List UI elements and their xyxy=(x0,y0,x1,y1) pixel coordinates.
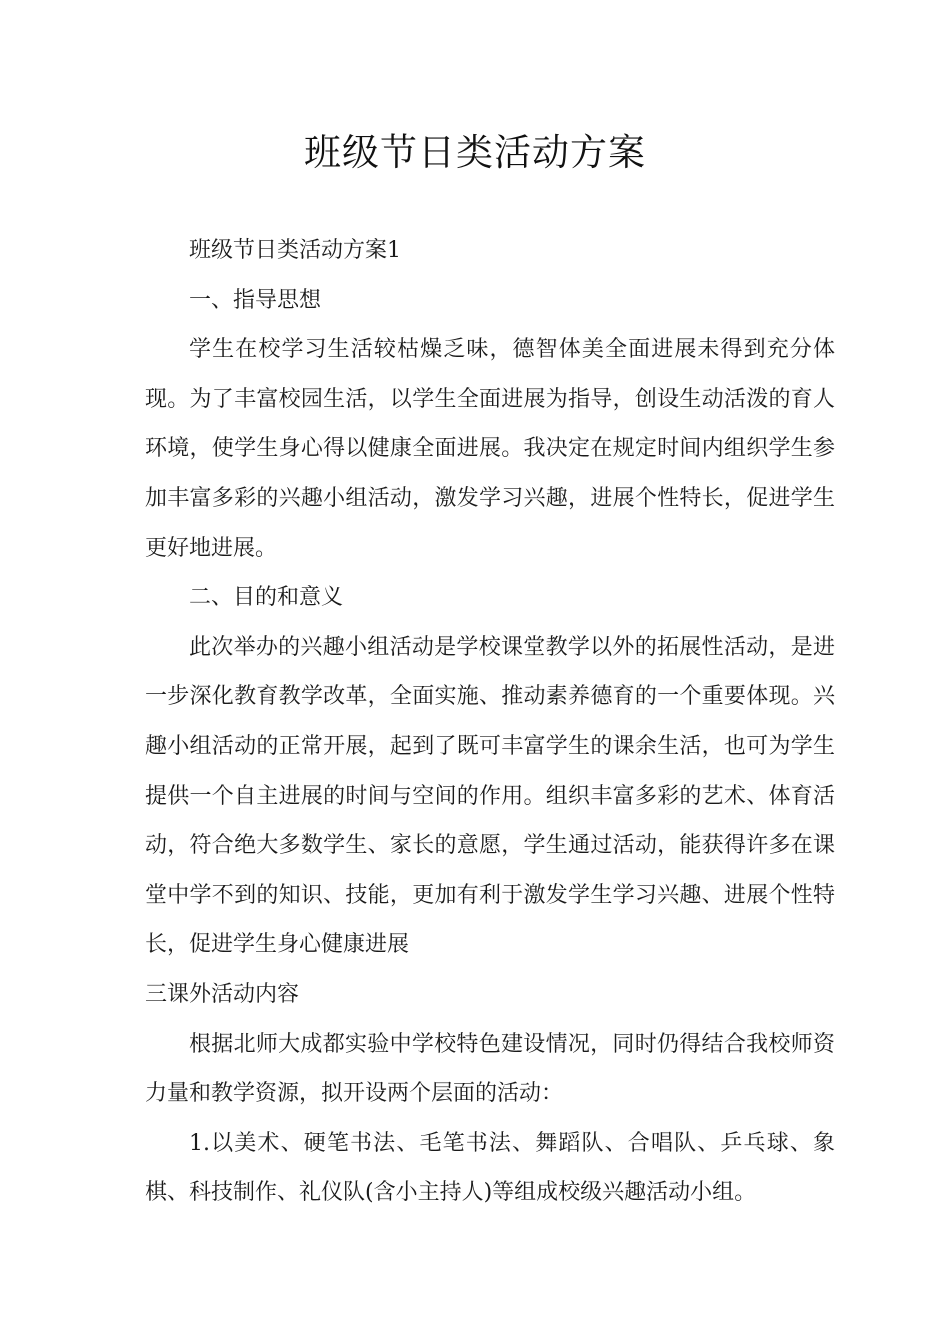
section-heading-purpose: 二、目的和意义 xyxy=(189,585,344,611)
document-title: 班级节日类活动方案 xyxy=(304,131,646,174)
list-item-school-groups: 1.以美术、硬笔书法、毛笔书法、舞蹈队、合唱队、乒乓球、象棋、科技制作、礼仪队(含小主持人)等组成校级兴趣活动小组。 xyxy=(145,1130,835,1206)
document-subtitle: 班级节日类活动方案1 xyxy=(189,238,401,263)
document-body xyxy=(145,226,835,1218)
paragraph-purpose: 此次举办的兴趣小组活动是学校课堂教学以外的拓展性活动，是进一步深化教育教学改革，全面实施、推动素养德育的一个重要体现。兴趣小组活动的正常开展，起到了既可丰富学生的课余生活，也可为学生提供一个自主进展的时间与空间的作用。组织丰富多彩的艺术、体育活动，符合绝大多数学生、家长的意愿，学生通过活动，能获得许多在课堂中学不到的知识、技能，更加有利于激发学生学习兴趣、进展个性特长，促进学生身心健康进展 xyxy=(145,634,835,958)
paragraph-activities: 根据北师大成都实验中学校特色建设情况，同时仍得结合我校师资力量和教学资源，拟开设两个层面的活动： xyxy=(145,1031,835,1107)
section-heading-guiding-ideology: 一、指导思想 xyxy=(189,287,322,313)
paragraph-guiding-ideology: 学生在校学习生活较枯燥乏味，德智体美全面进展未得到充分体现。为了丰富校园生活，以学生全面进展为指导，创设生动活泼的育人环境，使学生身心得以健康全面进展。我决定在规定时间内组织学生参加丰富多彩的兴趣小组活动，激发学习兴趣，进展个性特长，促进学生更好地进展。 xyxy=(145,337,835,561)
section-heading-activities: 三课外活动内容 xyxy=(145,981,300,1007)
